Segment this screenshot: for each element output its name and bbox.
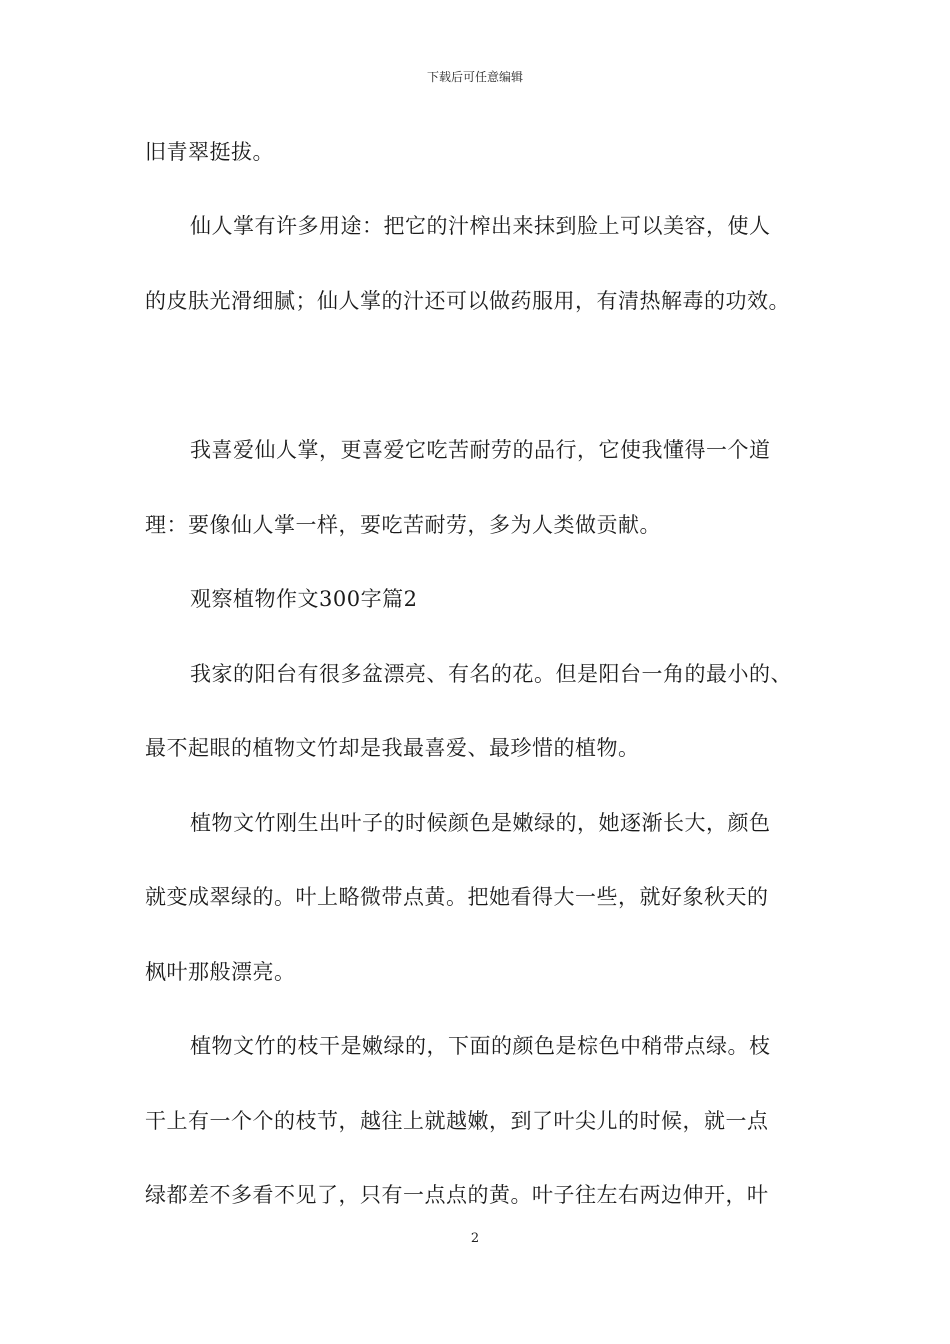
paragraph-line: 旧青翠挺拔。 bbox=[145, 140, 274, 164]
paragraph-line: 的皮肤光滑细腻；仙人掌的汁还可以做药服用，有清热解毒的功效。 bbox=[145, 289, 790, 313]
paragraph-line: 枫叶那般漂亮。 bbox=[145, 960, 296, 984]
paragraph-line: 我家的阳台有很多盆漂亮、有名的花。但是阳台一角的最小的、 bbox=[190, 662, 792, 686]
paragraph-line: 最不起眼的植物文竹却是我最喜爱、最珍惜的植物。 bbox=[145, 736, 640, 760]
paragraph-line: 就变成翠绿的。叶上略微带点黄。把她看得大一些，就好象秋天的 bbox=[145, 885, 769, 909]
paragraph-line: 绿都差不多看不见了，只有一点点的黄。叶子往左右两边伸开，叶 bbox=[145, 1183, 769, 1207]
paragraph-line: 植物文竹的枝干是嫩绿的，下面的颜色是棕色中稍带点绿。枝 bbox=[190, 1034, 771, 1058]
paragraph-line: 植物文竹刚生出叶子的时候颜色是嫩绿的，她逐渐长大，颜色 bbox=[190, 811, 771, 835]
paragraph-line: 我喜爱仙人掌，更喜爱它吃苦耐劳的品行，它使我懂得一个道 bbox=[190, 438, 771, 462]
page-number: 2 bbox=[470, 1231, 480, 1246]
section-heading: 观察植物作文300字篇2 bbox=[190, 587, 418, 611]
paragraph-line: 干上有一个个的枝节，越往上就越嫩，到了叶尖儿的时候，就一点 bbox=[145, 1109, 769, 1133]
page-header: 下载后可任意编辑 bbox=[426, 70, 523, 84]
paragraph-line: 仙人掌有许多用途：把它的汁榨出来抹到脸上可以美容，使人 bbox=[190, 214, 771, 238]
paragraph-line: 理：要像仙人掌一样，要吃苦耐劳，多为人类做贡献。 bbox=[145, 513, 661, 537]
